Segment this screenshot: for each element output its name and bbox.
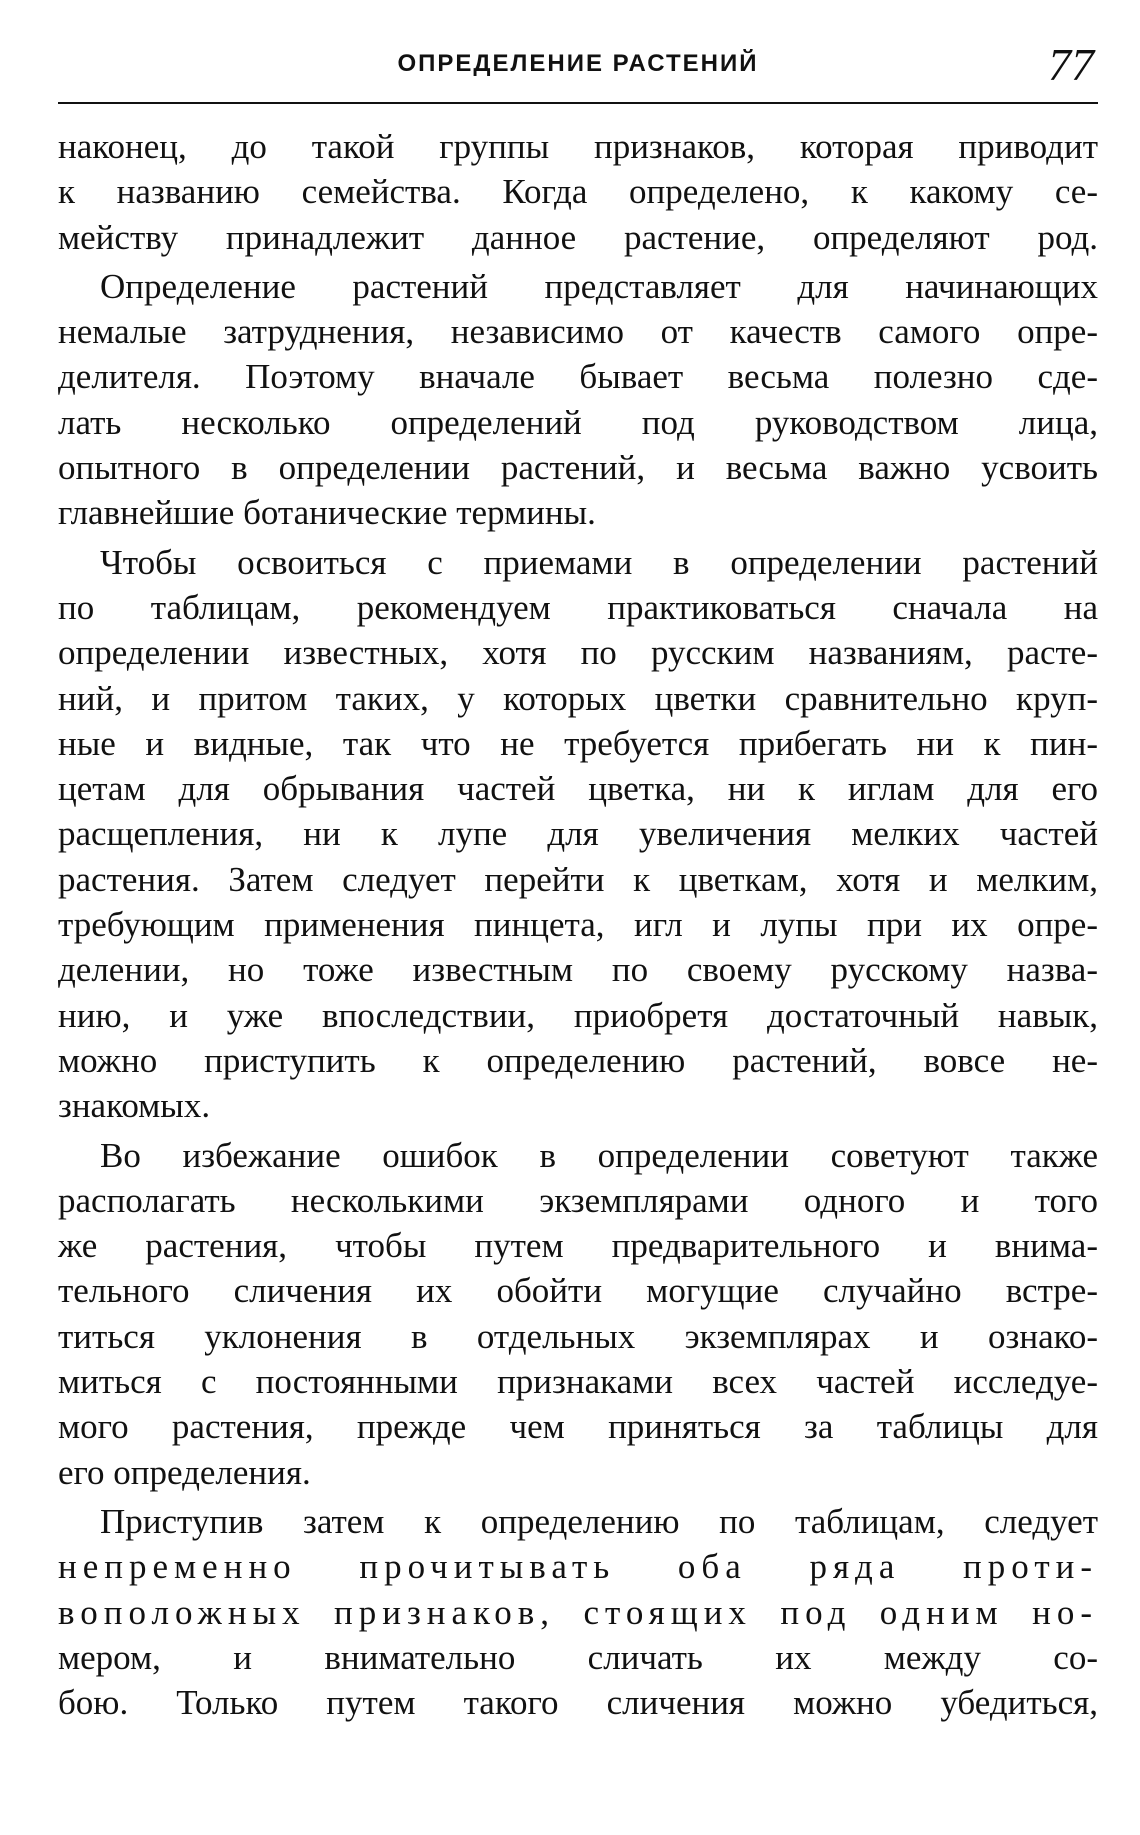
text-line: по таблицам, рекомендуем практиковаться сначала на (58, 587, 1098, 627)
text-line: знакомых. (58, 1086, 211, 1126)
text-line: расщепления, ни к лупе для увеличения мелких частей (58, 814, 1098, 854)
text-line: Чтобы освоиться с приемами в определении растений (100, 542, 1098, 582)
text-line: бою. Только путем такого сличения можно убедиться, (58, 1683, 1098, 1723)
text-line-emphasis: непременно прочитывать оба ряда проти- (58, 1547, 1098, 1587)
body-text (58, 124, 1098, 1725)
text-line: делении, но тоже известным по своему русскому назва- (58, 950, 1098, 990)
text-line: мейству принадлежит данное растение, определяют род. (58, 217, 1098, 257)
text-line: делителя. Поэтому вначале бывает весьма полезно сде- (58, 357, 1098, 397)
text-line: тельного сличения их обойти могущие случайно встре- (58, 1271, 1098, 1311)
running-head-title: ОПРЕДЕЛЕНИЕ РАСТЕНИЙ (397, 50, 759, 77)
text-line: наконец, до такой группы признаков, которая приводит (58, 127, 1098, 166)
text-line-emphasis: главнейшие ботанические термины. (58, 493, 596, 533)
text-line: лать несколько определений под руководством лица, (58, 402, 1098, 442)
paragraph-3 (58, 540, 1098, 1129)
text-line: располагать несколькими экземплярами одного и того (58, 1180, 1098, 1220)
text-line: к названию семейства. Когда определено, к какому се- (58, 172, 1098, 212)
paragraph-2 (58, 264, 1098, 536)
running-head (58, 40, 1098, 104)
text-line: нию, и уже впоследствии, приобретя достаточный навык, (58, 995, 1098, 1035)
book-page (58, 40, 1098, 1725)
paragraph-5 (58, 1499, 1098, 1725)
text-line: Приступив затем к определению по таблицам, следует (100, 1501, 1098, 1541)
text-line: немалые затруднения, независимо от качеств самого опре- (58, 312, 1098, 352)
text-line-emphasis: воположных признаков, стоящих под одним но- (58, 1592, 1098, 1632)
text-line-emphasis: мером, и внимательно сличать их между со- (58, 1637, 1098, 1677)
text-line: Во избежание ошибок в определении советуют также (100, 1135, 1098, 1175)
text-line: растения. Затем следует перейти к цветкам, хотя и мелким, (58, 859, 1098, 899)
paragraph-1 (58, 124, 1098, 260)
text-line: титься уклонения в отдельных экземплярах и ознако- (58, 1316, 1098, 1356)
text-line: же растения, чтобы путем предварительного и внима- (58, 1226, 1098, 1266)
text-line: мого растения, прежде чем приняться за таблицы для (58, 1407, 1098, 1447)
text-line: требующим применения пинцета, игл и лупы при их опре- (58, 905, 1098, 945)
text-line: миться с постоянными признаками всех частей исследуе- (58, 1362, 1098, 1402)
text-line: его определения. (58, 1452, 311, 1492)
text-line: ний, и притом таких, у которых цветки сравнительно круп- (58, 678, 1098, 718)
text-line: Определение растений представляет для начинающих (100, 266, 1098, 306)
paragraph-4 (58, 1133, 1098, 1495)
text-line: можно приступить к определению растений, вовсе не- (58, 1040, 1098, 1080)
text-line: опытного в определении растений, и весьма важно усвоить (58, 448, 1098, 488)
text-line: ные и видные, так что не требуется прибегать ни к пин- (58, 723, 1098, 763)
text-line: определении известных, хотя по русским названиям, расте- (58, 633, 1098, 673)
text-line: цетам для обрывания частей цветка, ни к иглам для его (58, 769, 1098, 809)
page-number: 77 (1048, 39, 1094, 90)
